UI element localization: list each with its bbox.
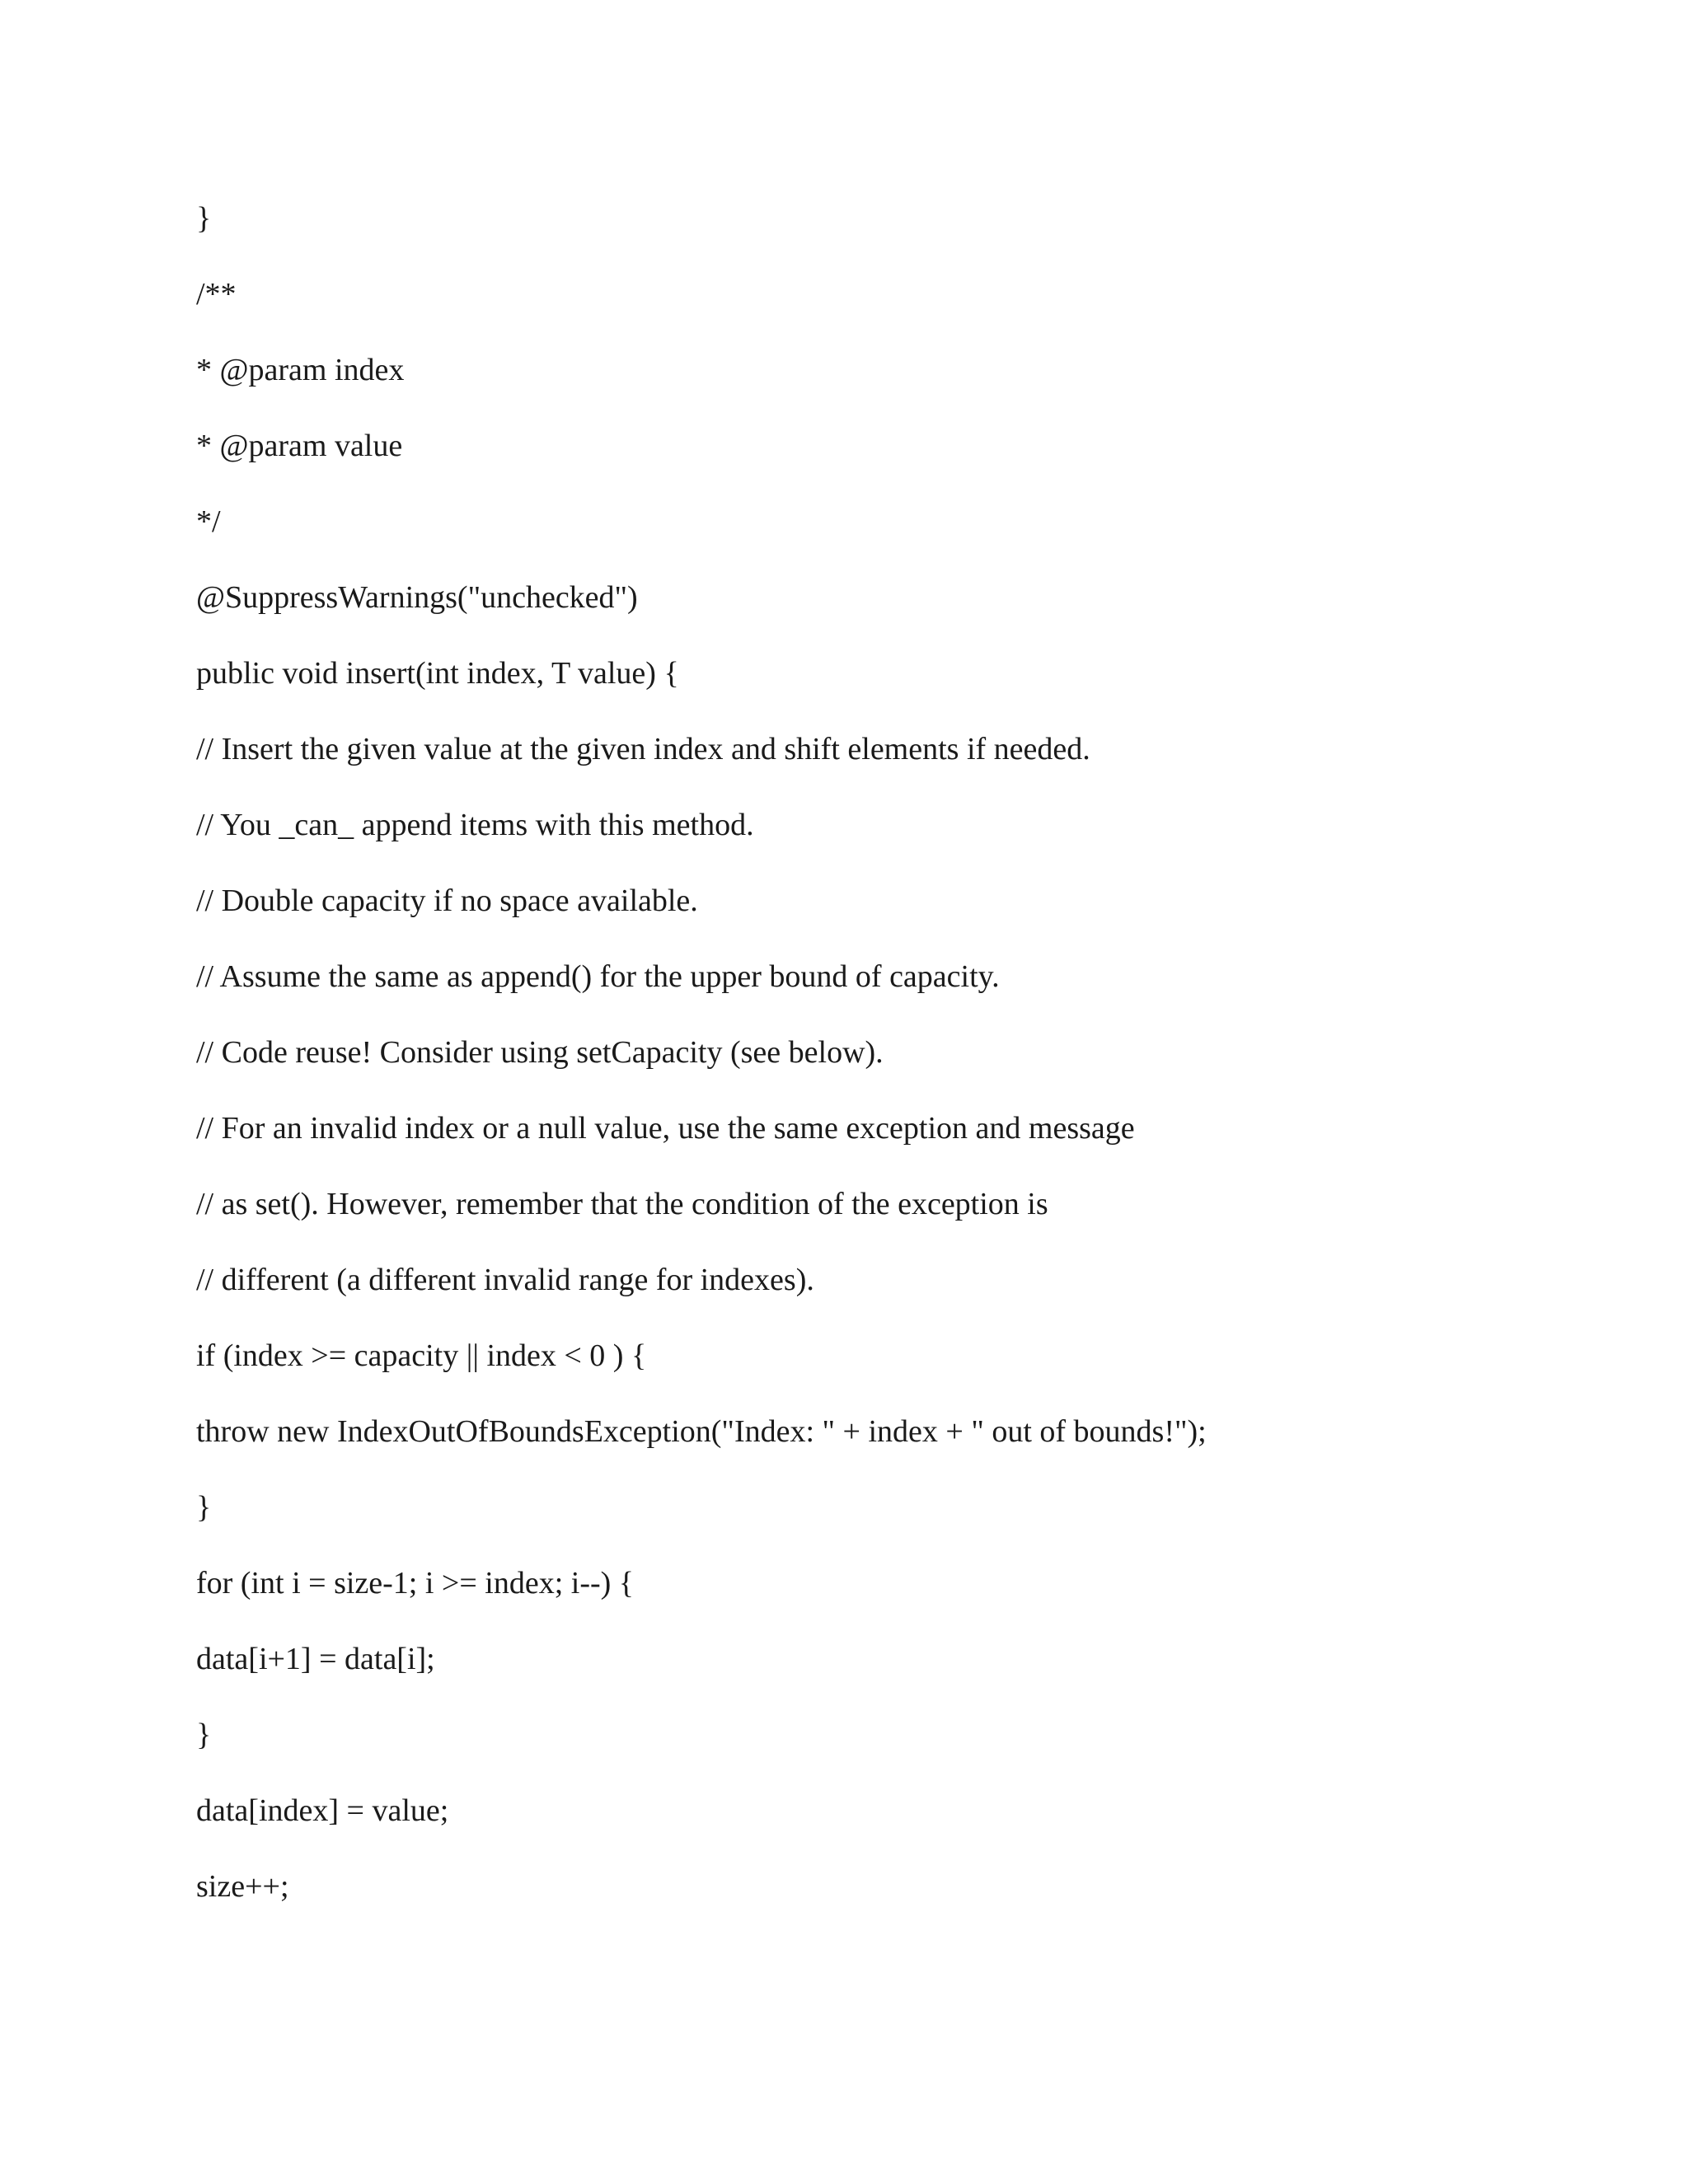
code-line: if (index >= capacity || index < 0 ) { [196, 1338, 647, 1373]
code-line: // For an invalid index or a null value, use the same exception and message [196, 1111, 1135, 1146]
code-line: public void insert(int index, T value) { [196, 656, 679, 691]
code-line: // Double capacity if no space available. [196, 883, 698, 918]
code-line: // Assume the same as append() for the upper bound of capacity. [196, 959, 1000, 994]
code-listing [196, 196, 1597, 1940]
code-line: // You _can_ append items with this method. [196, 808, 754, 842]
code-line: } [196, 1718, 212, 1752]
code-line: for (int i = size-1; i >= index; i--) { [196, 1566, 635, 1601]
code-line: // different (a different invalid range for indexes). [196, 1263, 814, 1297]
code-line: } [196, 201, 212, 236]
code-line: data[index] = value; [196, 1793, 449, 1828]
code-line: /** [196, 277, 237, 312]
code-line: // as set(). However, remember that the condition of the exception is [196, 1187, 1048, 1221]
code-line: size++; [196, 1869, 289, 1904]
code-line: throw new IndexOutOfBoundsException("Index: " + index + " out of bounds!"); [196, 1414, 1207, 1449]
code-line: } [196, 1490, 212, 1525]
code-line: * @param value [196, 429, 403, 463]
code-line: // Insert the given value at the given index and shift elements if needed. [196, 732, 1090, 766]
code-line: */ [196, 504, 221, 539]
code-line: // Code reuse! Consider using setCapacity (see below). [196, 1035, 884, 1070]
code-line: * @param index [196, 353, 405, 387]
code-line: @SuppressWarnings("unchecked") [196, 580, 638, 615]
code-line: data[i+1] = data[i]; [196, 1642, 435, 1676]
